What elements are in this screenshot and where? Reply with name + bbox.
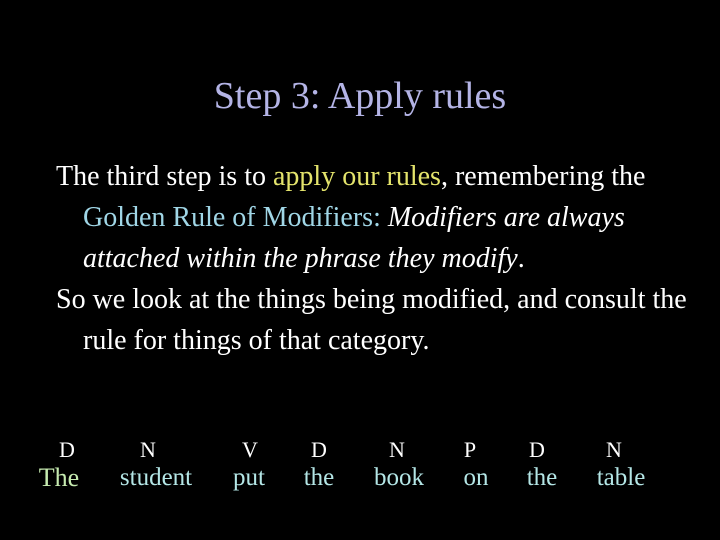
sentence-word: put: [233, 464, 265, 491]
slide-body: [56, 156, 696, 361]
sentence-word: book: [374, 464, 424, 491]
sentence-word: table: [596, 464, 646, 491]
paragraph-rules-text-1: The third step is to: [56, 161, 273, 192]
sentence-word: on: [463, 464, 489, 491]
highlight-golden-rule: Golden Rule of Modifiers:: [83, 202, 381, 233]
pos-tag: D: [529, 437, 545, 462]
pos-tag: N: [606, 437, 622, 462]
pos-tag: V: [242, 437, 258, 462]
sentence-word: student: [119, 464, 193, 491]
paragraph-rules: [56, 156, 696, 279]
sentence-word: the: [526, 464, 558, 491]
paragraph-consult: So we look at the things being modified, and consult the rule for things of that category.: [56, 284, 687, 356]
pos-tag: N: [140, 437, 156, 462]
pos-tag: N: [389, 437, 405, 462]
slide-title: Step 3: Apply rules: [213, 75, 507, 117]
sentence-word: the: [303, 464, 335, 491]
pos-tag: D: [59, 437, 75, 462]
paragraph-rules-period: .: [517, 243, 525, 274]
pos-tag: P: [463, 437, 477, 462]
golden-rule-statement: Modifiers are always attached within the phrase they modify: [83, 202, 625, 274]
pos-tag: D: [311, 437, 327, 462]
paragraph-rules-text-2: , remembering the: [440, 161, 646, 192]
highlight-apply-rules: apply our rules: [272, 161, 441, 192]
sentence-word: The: [38, 463, 80, 492]
